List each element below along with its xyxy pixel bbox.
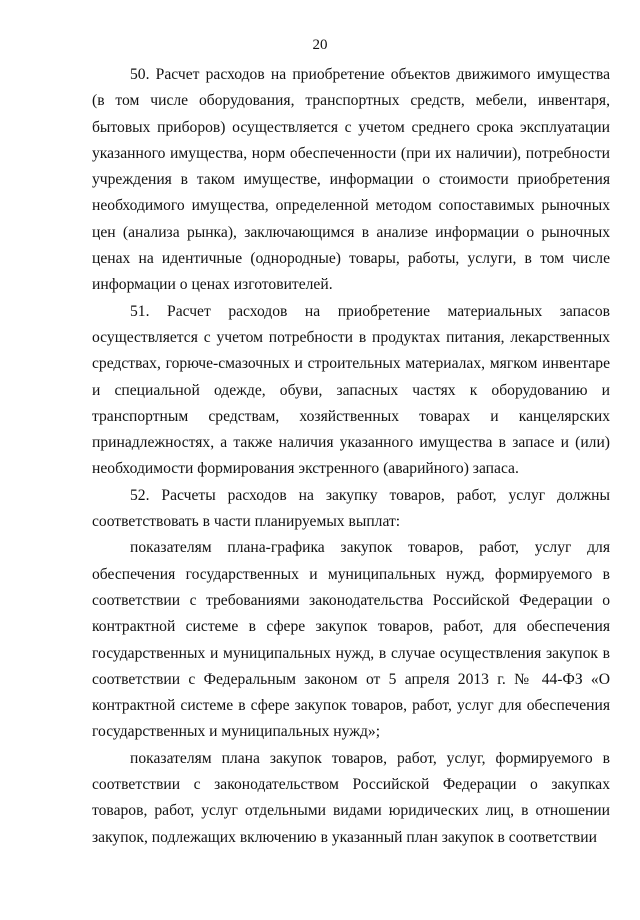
- paragraph-52-item-plan-schedule: показателям плана-графика закупок товаров, работ, услуг для обеспечения государственных и муниципальных нужд, формируемого в соответствии с требованиями законодательства Российской Федерации о контрактной системе в сфере закупок товаров, работ, для обеспечения государственных и муниципальных нужд, в случае осуществления закупок в соответствии с Федеральным законом от 5 апреля 2013 г. № 44-ФЗ «О контрактной системе в сфере закупок товаров, работ, услуг для обеспечения государственных и муниципальных нужд»;: [92, 539, 610, 741]
- paragraph-52: 52. Расчеты расходов на закупку товаров, работ, услуг должны соответствовать в части планируемых выплат:: [92, 486, 610, 531]
- paragraph-50: 50. Расчет расходов на приобретение объектов движимого имущества (в том числе оборудования, транспортных средств, мебели, инвентаря, бытовых приборов) осуществляется с учетом среднего срока эксплуатации указанного имущества, норм обеспеченности (при их наличии), потребности учреждения в таком имуществе, информации о стоимости приобретения необходимого имущества, определенной методом сопоставимых рыночных цен (анализа рынка), заключающимся в анализе информации о рыночных ценах на идентичные (однородные) товары, работы, услуги, в том числе информации о ценах изготовителей.: [92, 66, 610, 294]
- page-number: 20: [312, 37, 328, 53]
- document-body: [92, 62, 610, 851]
- paragraph-51: 51. Расчет расходов на приобретение материальных запасов осуществляется с учетом потребности в продуктах питания, лекарственных средствах, горюче-смазочных и строительных материалах, мягком инвентаре и специальной одежде, обуви, запасных частях к оборудованию и транспортным средствам, хозяйственных товарах и канцелярских принадлежностях, а также наличия указанного имущества в запасе и (или) необходимости формирования экстренного (аварийного) запаса.: [92, 302, 610, 478]
- paragraph-52-item-procurement-plan: показателям плана закупок товаров, работ, услуг, формируемого в соответствии с законодательством Российской Федерации о закупках товаров, работ, услуг отдельными видами юридических лиц, в отношении закупок, подлежащих включению в указанный план закупок в соответствии: [92, 749, 610, 846]
